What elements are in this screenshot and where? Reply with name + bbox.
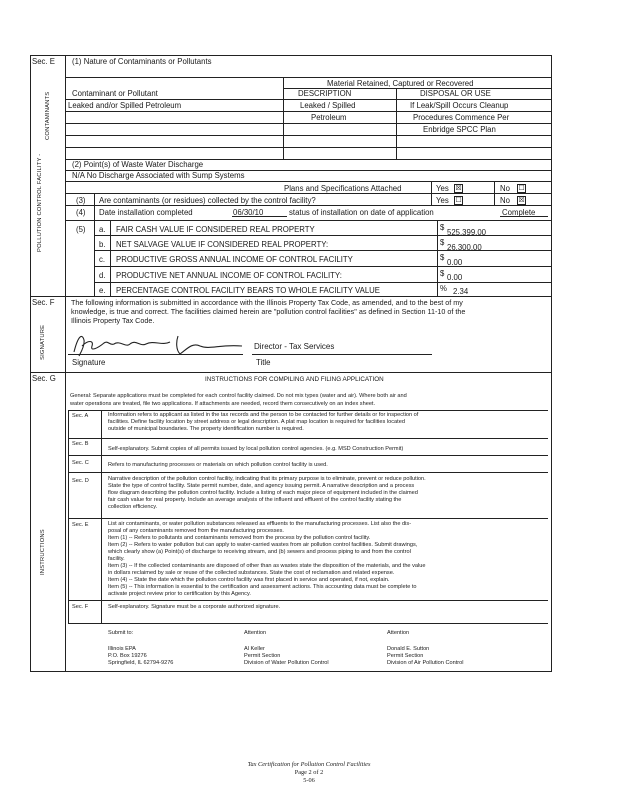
title-value: Director - Tax Services <box>254 342 335 351</box>
discharge-value: N/A No Discharge Associated with Sump Systems <box>72 171 245 180</box>
q5e-value: 2.34 <box>453 287 469 296</box>
q3-divider <box>94 193 95 296</box>
plans-no-label: No <box>500 184 510 193</box>
q5d-letter: d. <box>99 271 106 280</box>
footer-page: Page 2 of 2 <box>294 769 324 776</box>
sec-b-text-1: Self-explanatory. Submit copies of all permits issued by local pollution control agencies. (e.g. MSD Construction Permit) <box>108 446 404 452</box>
contam-row-line-4 <box>65 135 551 136</box>
section-e-side-label-a: POLLUTION CONTROL FACILITY - <box>37 153 43 252</box>
q5e-symbol: % <box>440 284 447 293</box>
section-e-side-label-b: CONTAMINANTS <box>45 91 51 140</box>
address-water-1: Al Keller <box>244 646 265 652</box>
address-air-1: Donald E. Sutton <box>387 646 430 652</box>
q5d-value: 0.00 <box>447 273 463 282</box>
sec-d-text-4: fair cash value for real property. Include an average analysis of the influent and effluent of the control facility stating the <box>108 497 402 503</box>
title-label: Title <box>256 358 271 367</box>
plans-attached-label: Plans and Specifications Attached <box>284 184 402 193</box>
address-water-3: Division of Water Pollution Control <box>244 660 329 666</box>
sec-e-text-1: List air contaminants, or water pollution substances released as effluents to the manufacturing processes. List also the dis- <box>108 521 412 527</box>
plans-no-checkbox[interactable]: ☐ <box>518 185 525 192</box>
plans-yes-label: Yes <box>436 184 449 193</box>
sec-e-text-11: activate project review prior to certification by this Agency. <box>108 591 251 597</box>
q3-yes-label: Yes <box>436 196 449 205</box>
q3-yes-checkbox[interactable]: ☐ <box>455 197 462 204</box>
footer-revision: 5-06 <box>303 777 315 784</box>
row1-contaminant: Leaked and/or Spilled Petroleum <box>68 101 182 110</box>
q3-no-checkbox[interactable]: ☒ <box>518 197 525 204</box>
signature-line <box>68 354 243 355</box>
attention-label-1: Attention <box>244 630 267 636</box>
q5c-value: 0.00 <box>447 258 463 267</box>
sec-e-text-4: Item (2) -- Refers to water pollution but can apply to water-carried wastes from air pollution control facilities. Submit drawings, <box>108 542 418 548</box>
address-water-2: Permit Section <box>244 653 281 659</box>
sec-a-text-3: outside of municipal boundaries. The property identification number is required. <box>108 426 304 432</box>
q5-line-2 <box>94 250 551 251</box>
general-text-1: General: Separate applications must be completed for each control facility claimed. Do not mix types (water and air). Where both air and <box>70 393 407 399</box>
section-g-side-label: INSTRUCTIONS <box>40 529 46 575</box>
point-of-discharge-label: (2) Point(s) of Waste Water Discharge <box>72 160 204 169</box>
col-description-header: DESCRIPTION <box>298 89 352 98</box>
plans-yes-checkbox[interactable]: ☒ <box>455 185 462 192</box>
section-e-label: Sec. E <box>32 57 55 66</box>
footer-title: Tax Certification for Pollution Control Facilities <box>247 761 371 768</box>
section-f-side-label: SIGNATURE <box>40 324 46 360</box>
q5a-value: 525,399.00 <box>447 228 487 237</box>
q4-date-underline <box>232 216 287 217</box>
address-epa-1: Illinois EPA <box>108 646 136 652</box>
q4-number: (4) <box>76 208 86 217</box>
address-epa-3: Springfield, IL 62794-9276 <box>108 660 174 666</box>
q5-number: (5) <box>76 225 86 234</box>
row1-description-1: Leaked / Spilled <box>300 101 356 110</box>
sec-f-text-1: Self-explanatory. Signature must be a corporate authorized signature. <box>108 604 281 610</box>
sec-e-text-5: which clearly show (a) Point(s) of discharge to receiving stream, and (b) sewers and process piping to and from the control <box>108 549 411 555</box>
inst-line-f <box>68 623 548 624</box>
sec-d-text-2: State the type of control facility. State permit number, date, and agency issuing permit. A narrative description and a process <box>108 483 415 489</box>
section-g-label: Sec. G <box>32 374 56 383</box>
row1-disposal-3: Enbridge SPCC Plan <box>423 125 496 134</box>
col-contaminant-header: Contaminant or Pollutant <box>72 89 158 98</box>
inst-line-b <box>68 455 548 456</box>
col-disposal-header: DISPOSAL OR USE <box>420 89 491 98</box>
q5a-symbol: $ <box>440 223 445 232</box>
section-f-label: Sec. F <box>32 298 55 307</box>
contam-row-line-2 <box>65 111 551 112</box>
q5-line-4 <box>94 282 551 283</box>
plans-line <box>65 193 551 194</box>
sec-c-label: Sec. C <box>72 460 89 466</box>
sec-d-text-5: collection efficiency. <box>108 504 158 510</box>
row1-disposal-1: If Leak/Spill Occurs Cleanup <box>410 101 509 110</box>
contam-table-top <box>65 77 551 78</box>
q3-no-label: No <box>500 196 510 205</box>
sec-a-text-1: Information refers to applicant as listed in the tax records and the person to be contacted for further details or for inspection of <box>108 412 419 418</box>
q5b-text: NET SALVAGE VALUE IF CONSIDERED REAL PROPERTY: <box>116 240 329 249</box>
sec-e-text-6: facility. <box>108 556 125 562</box>
inst-label-divider <box>101 410 102 623</box>
address-epa-2: P.O. Box 19276 <box>108 653 147 659</box>
q4-date-value: 06/30/10 <box>233 208 264 217</box>
q5b-value: 26,300.00 <box>447 243 482 252</box>
sec-e-text-10: Item (5) -- This information is essential to the certification and assessment actions. This accounting data must be complete to <box>108 584 417 590</box>
submit-to-label: Submit to: <box>108 630 134 636</box>
q4-line <box>65 220 551 221</box>
section-g-label-box <box>30 372 66 672</box>
q4-status-value: Complete <box>502 208 536 217</box>
sec-b-label: Sec. B <box>72 441 89 447</box>
inst-table-top <box>68 410 548 411</box>
general-text-2: water operations are treated, file two applications. If attachments are needed, record them consecutively on an index sheet. <box>70 401 376 407</box>
sec-e-text-9: Item (4) -- State the date which the pollution control facility was first placed in service and operated, if not, explain. <box>108 577 390 583</box>
section-f-text-3: Illinois Property Tax Code. <box>71 316 155 325</box>
q3-question: Are contaminants (or residues) collected by the control facility? <box>99 196 316 205</box>
material-header: Material Retained, Captured or Recovered <box>327 79 474 88</box>
sec-d-label: Sec. D <box>72 478 89 484</box>
q5b-letter: b. <box>99 240 106 249</box>
q4-date-label: Date installation completed <box>99 208 193 217</box>
q5a-letter: a. <box>99 225 106 234</box>
contam-row-line-1 <box>65 99 551 100</box>
row1-disposal-2: Procedures Commence Per <box>413 113 510 122</box>
section-f-text-2: knowledge, is true and correct. The facilities claimed herein are "pollution control facilities" as defined in Section 11-10 of the <box>71 307 466 316</box>
sec-f-label: Sec. F <box>72 604 89 610</box>
q5-line-3 <box>94 266 551 267</box>
q5-line-1 <box>94 235 551 236</box>
contam-row-line-5 <box>65 147 551 148</box>
q3-number: (3) <box>76 196 86 205</box>
discharge-line-2 <box>65 181 551 182</box>
sec-e-text-8: in dollars reclaimed by sale or reuse of the collected substances. State the cost of reclamation and related expense. <box>108 570 395 576</box>
address-air-3: Division of Air Pollution Control <box>387 660 464 666</box>
sec-a-text-2: facilities. Define facility location by street address or legal description. A plat map location is required for facilities located <box>108 419 405 425</box>
q5c-symbol: $ <box>440 253 445 262</box>
q5b-symbol: $ <box>440 238 445 247</box>
q5d-text: PRODUCTIVE NET ANNUAL INCOME OF CONTROL FACILITY: <box>116 271 342 280</box>
section-f-text-1: The following information is submitted in accordance with the Illinois Property Tax Code, as amended, and to the best of my <box>71 298 463 307</box>
title-line <box>252 354 432 355</box>
sec-e-text-2: posal of any contaminants removed from the manufacturing processes. <box>108 528 284 534</box>
sec-d-text-1: Narrative description of the pollution control facility, indicating that its primary purpose is to eliminate, prevent or reduce pollution. <box>108 476 426 482</box>
sec-e-text-3: Item (1) -- Refers to pollutants and contaminants removed from the process by the pollution control facility. <box>108 535 371 541</box>
sec-a-label: Sec. A <box>72 413 89 419</box>
inst-line-d <box>68 518 548 519</box>
sec-e-text-7: Item (3) -- If the collected contaminants are disposed of other than as wastes state the disposition of the materials, and the value <box>108 563 426 569</box>
q5c-text: PRODUCTIVE GROSS ANNUAL INCOME OF CONTROL FACILITY <box>116 255 353 264</box>
inst-line-a <box>68 438 548 439</box>
inst-table-left <box>68 410 69 623</box>
q5c-letter: c. <box>99 255 106 264</box>
section-e-title: (1) Nature of Contaminants or Pollutants <box>72 57 212 66</box>
q5e-letter: e. <box>99 286 106 295</box>
q5d-symbol: $ <box>440 269 445 278</box>
q4-status-label: status of installation on date of application <box>289 208 434 217</box>
q4-status-underline <box>500 216 548 217</box>
q5e-text: PERCENTAGE CONTROL FACILITY BEARS TO WHOLE FACILITY VALUE <box>116 286 381 295</box>
inst-line-e <box>68 600 548 601</box>
q5-letter-divider <box>110 220 111 296</box>
inst-line-c <box>68 472 548 473</box>
sec-d-text-3: flow diagram describing the pollution control facility. Include a listing of each major piece of equipment included in the claimed <box>108 490 418 496</box>
signature-label: Signature <box>72 358 106 367</box>
sec-e-label: Sec. E <box>72 522 89 528</box>
q5a-text: FAIR CASH VALUE IF CONSIDERED REAL PROPERTY <box>116 225 315 234</box>
signature-image <box>70 330 245 360</box>
attention-label-2: Attention <box>387 630 410 636</box>
section-f-label-box <box>30 296 66 374</box>
contam-row-line-3 <box>65 123 551 124</box>
instructions-header: INSTRUCTIONS FOR COMPILING AND FILING APPLICATION <box>205 376 384 383</box>
row1-description-2: Petroleum <box>311 113 347 122</box>
address-air-2: Permit Section <box>387 653 424 659</box>
q3-line <box>65 205 551 206</box>
q5-value-divider <box>437 220 438 296</box>
sec-c-text-1: Refers to manufacturing processes or materials on which pollution control facility is used. <box>108 462 328 468</box>
